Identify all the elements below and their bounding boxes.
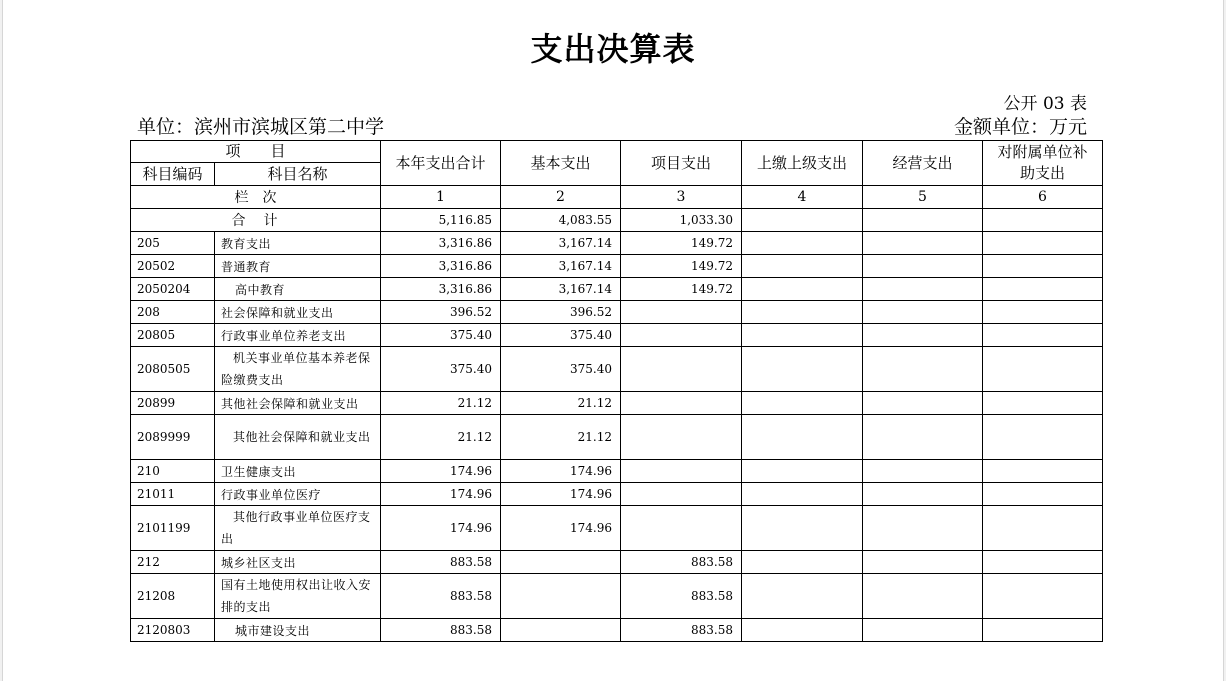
report-title: 支出决算表 — [530, 30, 696, 68]
row-col6 — [983, 324, 1103, 347]
row-code: 2089999 — [131, 415, 215, 460]
row-total: 883.58 — [381, 574, 501, 619]
row-basic — [501, 574, 621, 619]
row-name: 国有土地使用权出让收入安排的支出 — [215, 574, 381, 619]
row-project: 883.58 — [621, 574, 742, 619]
header-code: 科目编码 — [131, 163, 215, 186]
row-col6 — [983, 551, 1103, 574]
row-col4 — [742, 347, 863, 392]
table-row — [131, 392, 1103, 415]
row-col6 — [983, 278, 1103, 301]
row-basic: 375.40 — [501, 324, 621, 347]
row-code: 21208 — [131, 574, 215, 619]
row-code: 20899 — [131, 392, 215, 415]
total-row — [131, 209, 1103, 232]
index-3: 3 — [621, 186, 742, 209]
table-row — [131, 255, 1103, 278]
row-basic: 21.12 — [501, 415, 621, 460]
row-col5 — [863, 324, 983, 347]
row-col5 — [863, 278, 983, 301]
total-col5 — [863, 209, 983, 232]
row-project: 883.58 — [621, 551, 742, 574]
table-row — [131, 347, 1103, 392]
row-basic — [501, 619, 621, 642]
row-basic — [501, 551, 621, 574]
row-name — [215, 347, 381, 392]
row-name: 城市建设支出 — [215, 619, 381, 642]
row-col4 — [742, 324, 863, 347]
header-col5: 经营支出 — [863, 141, 983, 186]
amount-unit-label: 金额单位：万元 — [953, 116, 1087, 138]
row-col5 — [863, 483, 983, 506]
row-col5 — [863, 232, 983, 255]
row-basic: 3,167.14 — [501, 255, 621, 278]
header-item: 项 目 — [131, 141, 381, 163]
index-row — [131, 186, 1103, 209]
row-basic: 396.52 — [501, 301, 621, 324]
table-row — [131, 551, 1103, 574]
row-total: 174.96 — [381, 460, 501, 483]
row-col5 — [863, 506, 983, 551]
row-col4 — [742, 551, 863, 574]
row-code: 2101199 — [131, 506, 215, 551]
row-col5 — [863, 415, 983, 460]
row-col4 — [742, 506, 863, 551]
header-col6: 对附属单位补助支出 — [983, 141, 1103, 186]
index-4: 4 — [742, 186, 863, 209]
row-code: 20805 — [131, 324, 215, 347]
row-col6 — [983, 301, 1103, 324]
row-project: 149.72 — [621, 278, 742, 301]
row-code: 2050204 — [131, 278, 215, 301]
index-2: 2 — [501, 186, 621, 209]
row-total: 375.40 — [381, 347, 501, 392]
row-code: 2080505 — [131, 347, 215, 392]
index-5: 5 — [863, 186, 983, 209]
row-project: 883.58 — [621, 619, 742, 642]
index-1: 1 — [381, 186, 501, 209]
row-name: 行政事业单位养老支出 — [215, 324, 381, 347]
row-project — [621, 301, 742, 324]
row-name-text: 其他社会保障和就业支出 — [233, 430, 371, 444]
row-name: 社会保障和就业支出 — [215, 301, 381, 324]
row-col5 — [863, 574, 983, 619]
table-row — [131, 506, 1103, 551]
row-code: 212 — [131, 551, 215, 574]
unit-label: 单位：滨州市滨城区第二中学 — [137, 116, 385, 138]
row-col5 — [863, 255, 983, 278]
table-row — [131, 301, 1103, 324]
total-col6 — [983, 209, 1103, 232]
table-row — [131, 278, 1103, 301]
row-code: 210 — [131, 460, 215, 483]
row-col4 — [742, 460, 863, 483]
row-col4 — [742, 483, 863, 506]
row-col5 — [863, 347, 983, 392]
row-col6 — [983, 619, 1103, 642]
row-basic: 174.96 — [501, 506, 621, 551]
row-name: 高中教育 — [215, 278, 381, 301]
row-name: 教育支出 — [215, 232, 381, 255]
header-col4: 上缴上级支出 — [742, 141, 863, 186]
row-basic: 174.96 — [501, 460, 621, 483]
row-col4 — [742, 619, 863, 642]
total-project: 1,033.30 — [621, 209, 742, 232]
index-6: 6 — [983, 186, 1103, 209]
row-name: 普通教育 — [215, 255, 381, 278]
total-basic: 4,083.55 — [501, 209, 621, 232]
row-total: 3,316.86 — [381, 278, 501, 301]
row-name: 城乡社区支出 — [215, 551, 381, 574]
row-total: 3,316.86 — [381, 255, 501, 278]
row-code: 208 — [131, 301, 215, 324]
row-name-text: 其他行政事业单位医疗支出 — [221, 510, 371, 546]
row-total: 174.96 — [381, 483, 501, 506]
row-col5 — [863, 551, 983, 574]
row-col4 — [742, 232, 863, 255]
row-col6 — [983, 392, 1103, 415]
header-row-1 — [131, 141, 1103, 163]
index-label: 栏 次 — [131, 186, 381, 209]
row-basic: 3,167.14 — [501, 278, 621, 301]
row-total: 396.52 — [381, 301, 501, 324]
row-name — [215, 506, 381, 551]
row-total: 21.12 — [381, 392, 501, 415]
row-col5 — [863, 392, 983, 415]
row-col6 — [983, 232, 1103, 255]
row-col4 — [742, 392, 863, 415]
total-amount: 5,116.85 — [381, 209, 501, 232]
row-col6 — [983, 483, 1103, 506]
header-col2: 基本支出 — [501, 141, 621, 186]
header-col1: 本年支出合计 — [381, 141, 501, 186]
row-name: 卫生健康支出 — [215, 460, 381, 483]
row-project — [621, 483, 742, 506]
row-col6 — [983, 506, 1103, 551]
row-col5 — [863, 301, 983, 324]
row-col4 — [742, 301, 863, 324]
row-col5 — [863, 460, 983, 483]
total-label: 合 计 — [131, 209, 381, 232]
row-col4 — [742, 574, 863, 619]
total-col4 — [742, 209, 863, 232]
row-total: 21.12 — [381, 415, 501, 460]
row-project — [621, 347, 742, 392]
table-row — [131, 460, 1103, 483]
expenditure-table — [130, 140, 1103, 642]
row-name — [215, 415, 381, 460]
row-project — [621, 460, 742, 483]
row-col6 — [983, 415, 1103, 460]
table-row — [131, 574, 1103, 619]
header-col3: 项目支出 — [621, 141, 742, 186]
row-code: 2120803 — [131, 619, 215, 642]
row-project — [621, 415, 742, 460]
row-name: 行政事业单位医疗 — [215, 483, 381, 506]
row-name: 其他社会保障和就业支出 — [215, 392, 381, 415]
row-col4 — [742, 255, 863, 278]
row-col4 — [742, 278, 863, 301]
row-project — [621, 324, 742, 347]
header-name: 科目名称 — [215, 163, 381, 186]
row-total: 883.58 — [381, 551, 501, 574]
row-basic: 375.40 — [501, 347, 621, 392]
table-row — [131, 324, 1103, 347]
row-total: 174.96 — [381, 506, 501, 551]
table-row — [131, 415, 1103, 460]
row-col6 — [983, 255, 1103, 278]
row-basic: 21.12 — [501, 392, 621, 415]
row-col6 — [983, 347, 1103, 392]
row-code: 205 — [131, 232, 215, 255]
row-code: 21011 — [131, 483, 215, 506]
table-row — [131, 619, 1103, 642]
row-col5 — [863, 619, 983, 642]
table-row — [131, 232, 1103, 255]
row-project — [621, 506, 742, 551]
document-page — [2, 0, 1224, 681]
row-name-text: 机关事业单位基本养老保险缴费支出 — [221, 351, 371, 387]
row-basic: 174.96 — [501, 483, 621, 506]
row-project: 149.72 — [621, 255, 742, 278]
row-basic: 3,167.14 — [501, 232, 621, 255]
row-col6 — [983, 460, 1103, 483]
table-row — [131, 483, 1103, 506]
row-col4 — [742, 415, 863, 460]
form-number: 公开 03 表 — [1003, 94, 1087, 114]
row-total: 883.58 — [381, 619, 501, 642]
row-total: 375.40 — [381, 324, 501, 347]
row-code: 20502 — [131, 255, 215, 278]
row-project — [621, 392, 742, 415]
row-total: 3,316.86 — [381, 232, 501, 255]
row-col6 — [983, 574, 1103, 619]
row-project: 149.72 — [621, 232, 742, 255]
